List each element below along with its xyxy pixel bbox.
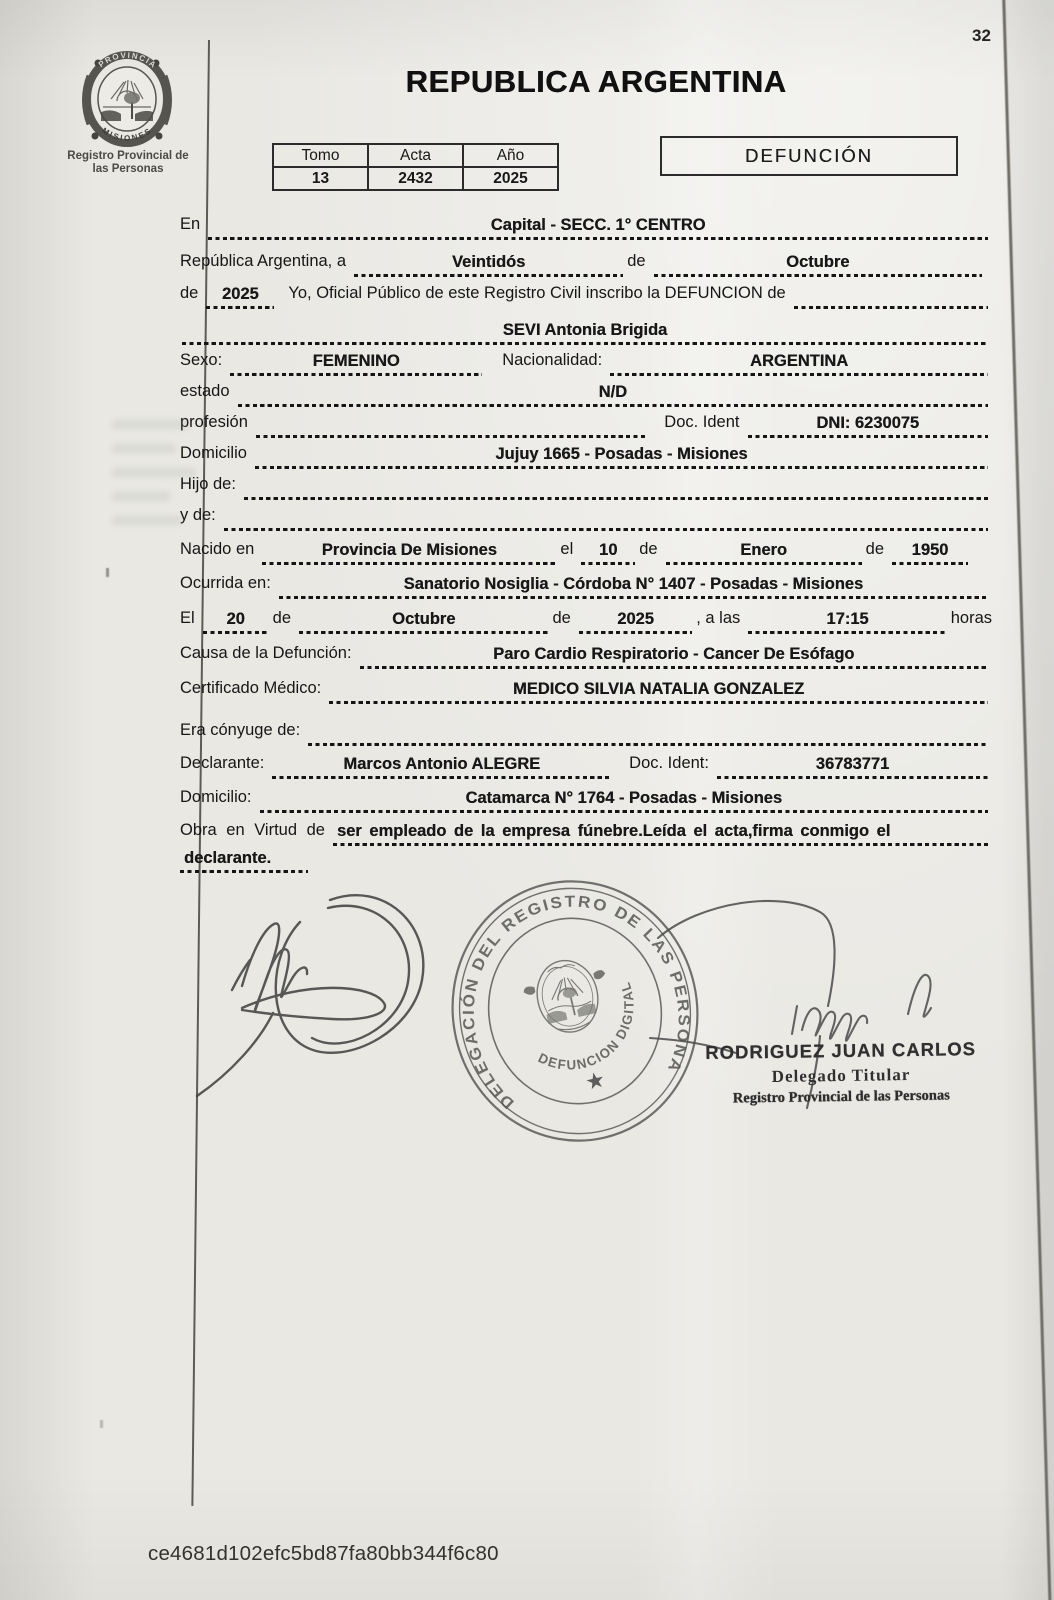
label-death-de1: de [272,609,292,627]
field-spouse [308,722,988,746]
value-registration-place: Capital - SECC. 1° CENTRO [490,216,706,234]
stamp-star-icon: ★ [582,1066,608,1096]
field-registration-month [654,253,982,277]
value-death-year: 2025 [617,610,654,628]
row-profession-doc [180,407,992,438]
footer-hash-code: ce4681d102efc5bd87fa80bb344f6c80 [148,1542,499,1565]
field-domicile [255,445,988,469]
meta-value-acta: 2432 [368,167,463,190]
certificate-form [180,208,992,873]
provincial-seal-logo [80,50,174,148]
row-registration-date [180,240,992,277]
value-death-time: 17:15 [826,610,869,628]
field-birth-month [666,541,862,565]
field-doc-ident [748,414,989,438]
value-declarant-domicile: Catamarca N° 1764 - Posadas - Misiones [465,789,783,807]
value-inscribo-trailing [887,304,895,309]
officer-title: Delegado Titular [771,1065,911,1086]
label-nacido-en: Nacido en [180,540,255,558]
row-sex-nationality [180,345,992,376]
value-birth-year: 1950 [911,541,949,559]
field-birth-place [262,541,556,565]
stamp-ring-text: DELEGACIÓN DEL REGISTRO DE LAS PERSONAS [460,893,692,1112]
value-spouse [644,741,652,746]
field-nationality [610,352,988,376]
row-declarant [180,746,992,779]
label-el-death: El [180,609,195,627]
value-declarant-doc: 36783771 [815,755,890,773]
value-deceased-name: SEVI Antonia Brigida [502,321,668,339]
row-declarant-domicile [180,779,992,813]
value-registration-day: Veintidós [451,253,526,271]
label-declarante: Declarante: [180,754,265,772]
field-sex [230,352,482,376]
value-mother [602,526,610,531]
field-deceased-name [182,321,988,345]
field-death-time [748,610,946,634]
registry-oval-stamp [427,868,723,1165]
field-death-place [279,575,988,599]
row-mother [180,500,992,531]
label-de-2: de [180,284,199,302]
label-doc-ident: Doc. Ident [664,413,740,431]
field-birth-year [892,541,968,565]
label-declarant-doc: Doc. Ident: [629,754,709,772]
page-number: 32 [972,26,991,45]
field-father [244,476,988,500]
value-medical-certificate: MEDICO SILVIA NATALIA GONZALEZ [513,680,805,698]
value-birth-day: 10 [599,541,618,559]
label-death-de2: de [552,609,571,627]
logo-arc-bottom-text: MISIONES [100,125,154,143]
field-declarant-doc [717,755,988,779]
label-y-de: y de: [180,506,216,524]
label-birth-de1: de [639,540,658,558]
row-birth [180,531,992,565]
svg-text:DEFUNCION DIGITAL [522,979,650,1081]
value-birth-place: Provincia De Misiones [321,541,497,559]
row-registration-year [180,277,992,309]
value-father [612,495,620,500]
value-profession [448,433,456,438]
label-en: En [180,215,201,233]
label-horas: horas [950,609,992,627]
officer-stamp-block [705,1038,978,1108]
logo-caption-line1: Registro Provincial de [67,150,189,162]
meta-header-anio: Año [463,144,558,167]
value-birth-month: Enero [740,541,787,559]
logo-caption-line2: las Personas [92,163,164,175]
document-title: REPUBLICA ARGENTINA [405,64,787,99]
row-death-place [180,565,992,599]
stamp-center-emblem [519,952,615,1041]
field-registration-day [354,253,623,277]
label-nacionalidad: Nacionalidad: [502,351,603,369]
value-capacity: ser empleado de la empresa fúnebre.Leída el acta,firma conmigo el [336,822,891,840]
label-conyuge: Era cónyuge de: [180,721,301,739]
label-de-1: de [627,252,646,270]
field-death-cause [360,645,988,669]
logo-caption [52,150,204,176]
logo-arc-top-text: PROVINCIA [96,50,159,71]
row-deceased-name [180,309,992,345]
value-death-cause: Paro Cardio Respiratorio - Cancer De Esófago [493,645,855,663]
label-domicilio2: Domicilio: [180,788,252,806]
field-mother [224,507,988,531]
value-marital-status: N/D [598,383,627,401]
bleed-through-marks [112,420,212,540]
field-profession [256,414,648,438]
field-declarant-domicile [260,789,988,813]
label-profesion: profesión [180,413,248,431]
field-death-month [299,610,548,634]
signatures-and-stamp [180,868,1000,1168]
officer-office: Registro Provincial de las Personas [732,1087,950,1107]
label-el: el [560,540,574,558]
meta-header-tomo: Tomo [273,144,368,167]
value-death-place: Sanatorio Nosiglia - Córdoba N° 1407 - Posadas - Misiones [403,575,864,593]
field-declarant-name [272,755,611,779]
officer-name: RODRIGUEZ JUAN CARLOS [705,1038,977,1063]
label-estado: estado [180,382,230,400]
label-inscribo-text: Yo, Oficial Público de este Registro Civil inscribo la DEFUNCION de [288,284,786,302]
label-hijo-de: Hijo de: [180,475,236,493]
row-spouse [180,704,992,746]
label-obra: Obra en Virtud de [180,821,325,839]
label-domicilio: Domicilio [180,444,247,462]
ink-speck-2 [100,1420,103,1428]
label-a-las: , a las [696,609,741,627]
ink-speck [106,568,109,577]
field-medical-certificate [329,680,988,704]
label-republica: República Argentina, a [180,252,347,270]
value-declarant-name: Marcos Antonio ALEGRE [343,755,541,773]
value-doc-ident: DNI: 6230075 [816,414,920,432]
field-capacity [333,822,988,846]
label-causa: Causa de la Defunción: [180,644,352,662]
field-inscribo-trailing [794,285,988,309]
stamp-inner-text: DEFUNCION DIGITAL [535,979,637,1073]
value-capacity-2: declarante. [184,849,272,867]
field-death-year [579,610,692,634]
meta-value-anio: 2025 [463,167,558,190]
field-registration-year [206,285,274,309]
declarant-signature [197,895,423,1096]
value-death-month: Octubre [392,610,456,628]
meta-header-acta: Acta [368,144,463,167]
row-place [180,208,992,240]
meta-value-tomo: 13 [273,167,368,190]
field-birth-day [581,541,635,565]
record-type-box: DEFUNCIÓN [660,136,958,176]
value-nationality: ARGENTINA [750,352,849,370]
row-capacity [180,813,992,846]
value-registration-month: Octubre [786,253,850,271]
row-death-cause [180,634,992,669]
field-marital-status [238,383,988,407]
field-registration-place [208,216,988,240]
value-registration-year: 2025 [222,285,259,303]
value-domicile: Jujuy 1665 - Posadas - Misiones [495,445,748,463]
value-sex: FEMENINO [312,352,400,370]
label-sexo: Sexo: [180,351,223,369]
row-death-date [180,599,992,634]
label-certificado: Certificado Médico: [180,679,322,697]
row-father [180,469,992,500]
row-domicile [180,438,992,469]
field-death-day [203,610,269,634]
row-medical-certificate [180,669,992,704]
record-meta-table [272,143,559,191]
value-death-day: 20 [226,610,245,628]
label-ocurrida-en: Ocurrida en: [180,574,271,592]
row-marital-status [180,376,992,407]
label-birth-de2: de [865,540,884,558]
